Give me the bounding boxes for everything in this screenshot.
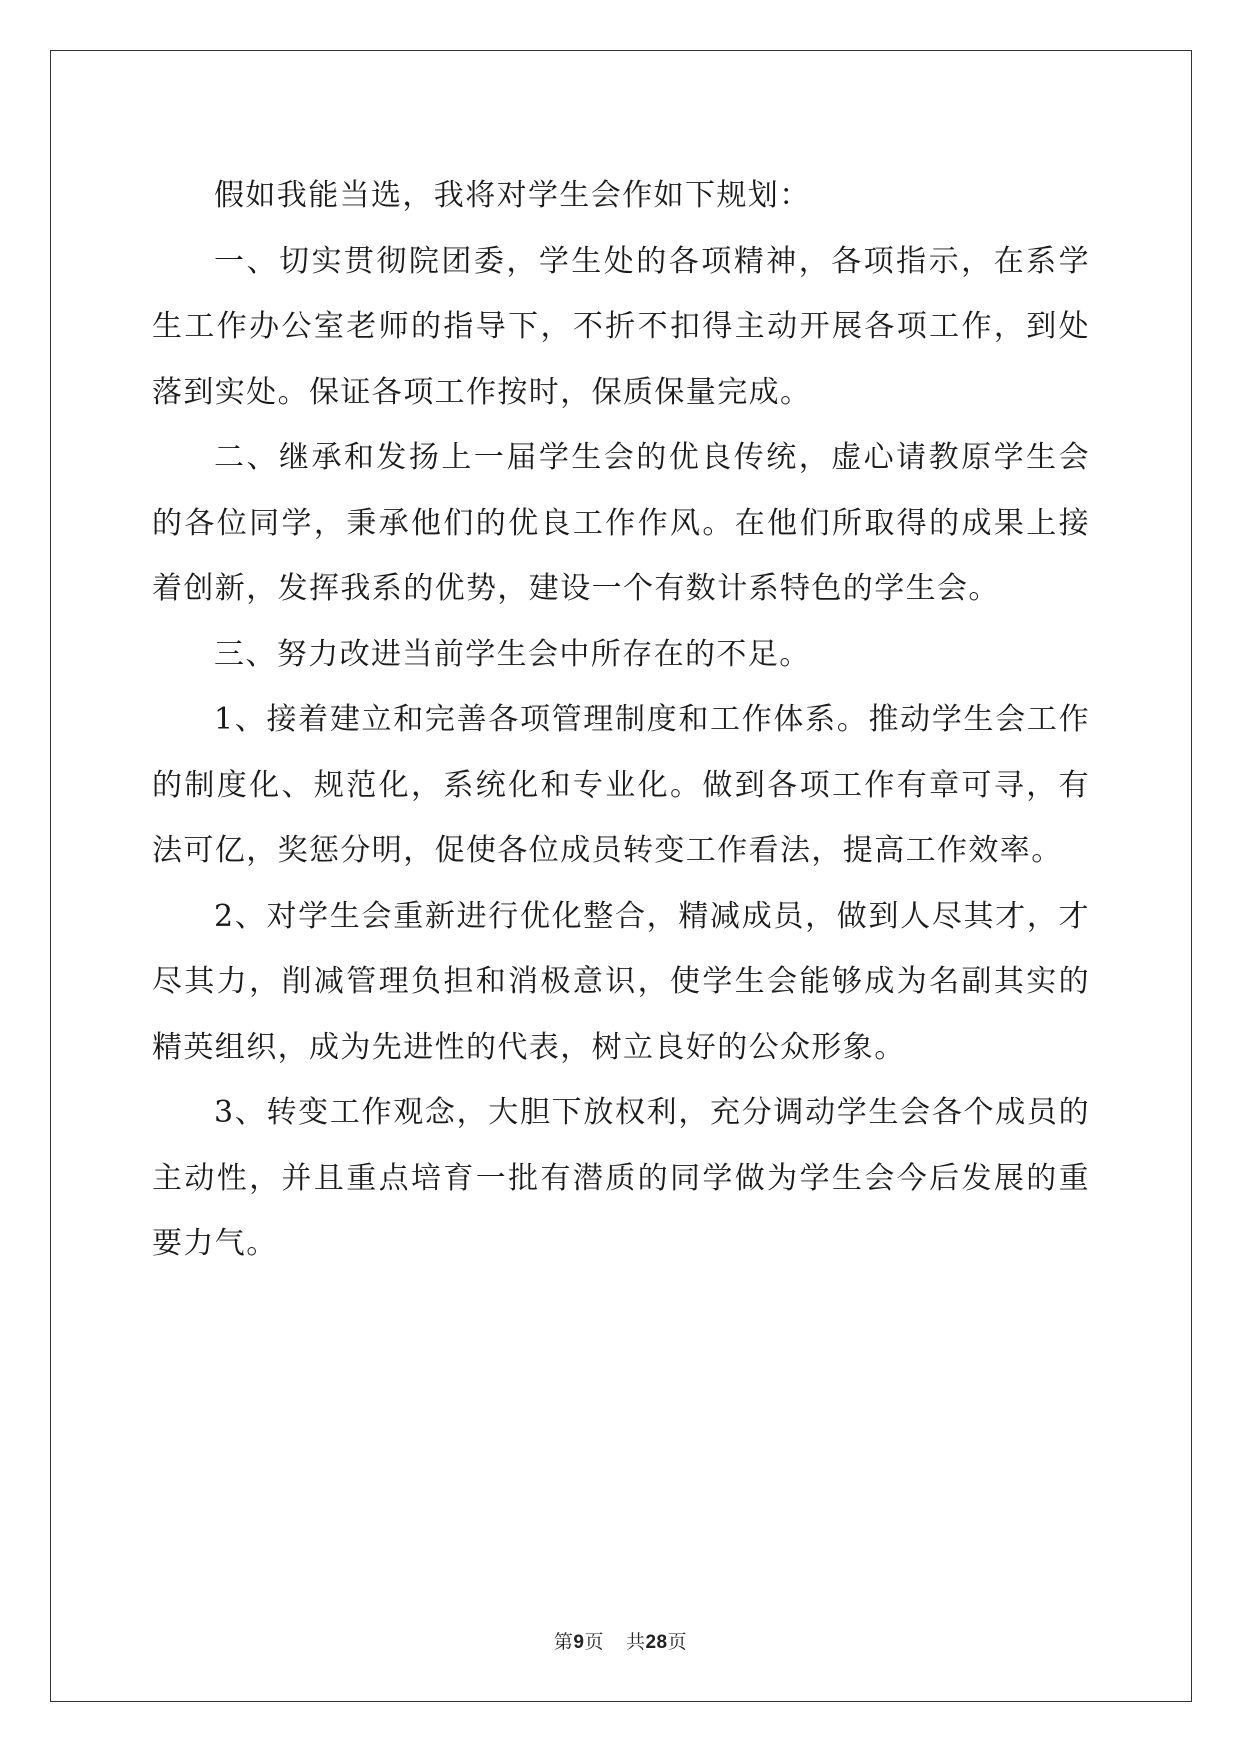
total-prefix: 共	[625, 1631, 646, 1653]
paragraph-plan-one: 一、切实贯彻院团委，学生处的各项精神，各项指示，在系学生工作办公室老师的指导下，不折不扣得主动开展各项工作，到处落到实处。保证各项工作按时，保质保量完成。	[152, 243, 1090, 410]
total-pages: 28	[645, 1632, 668, 1653]
page-number: 9	[573, 1632, 585, 1653]
page-footer	[0, 1627, 1241, 1654]
paragraph-item-two: 2、对学生会重新进行优化整合，精减成员，做到人尽其才，才尽其力，削减管理负担和消极意识，使学生会能够成为名副其实的精英组织，成为先进性的代表，树立良好的公众形象。	[152, 898, 1090, 1065]
paragraph-plan-three: 三、努力改进当前学生会中所存在的不足。	[214, 636, 811, 672]
page-suffix: 页	[584, 1631, 604, 1653]
paragraph-plan-two: 二、继承和发扬上一届学生会的优良传统，虚心请教原学生会的各位同学，秉承他们的优良工作作风。在他们所取得的成果上接着创新，发挥我系的优势，建设一个有数计系特色的学生会。	[152, 440, 1090, 606]
paragraph-item-one: 1、接着建立和完善各项管理制度和工作体系。推动学生会工作的制度化、规范化，系统化和专业化。做到各项工作有章可寻，有法可亿，奖惩分明，促使各位成员转变工作看法，提高工作效率。	[152, 702, 1090, 868]
paragraph-intro: 假如我能当选，我将对学生会作如下规划：	[214, 178, 811, 213]
document-body	[152, 163, 1090, 1277]
paragraph-item-three: 3、转变工作观念，大胆下放权利，充分调动学生会各个成员的主动性，并且重点培育一批有潜质的同学做为学生会今后发展的重要力气。	[152, 1095, 1090, 1261]
total-suffix: 页	[667, 1631, 688, 1653]
page-prefix: 第	[553, 1631, 574, 1653]
